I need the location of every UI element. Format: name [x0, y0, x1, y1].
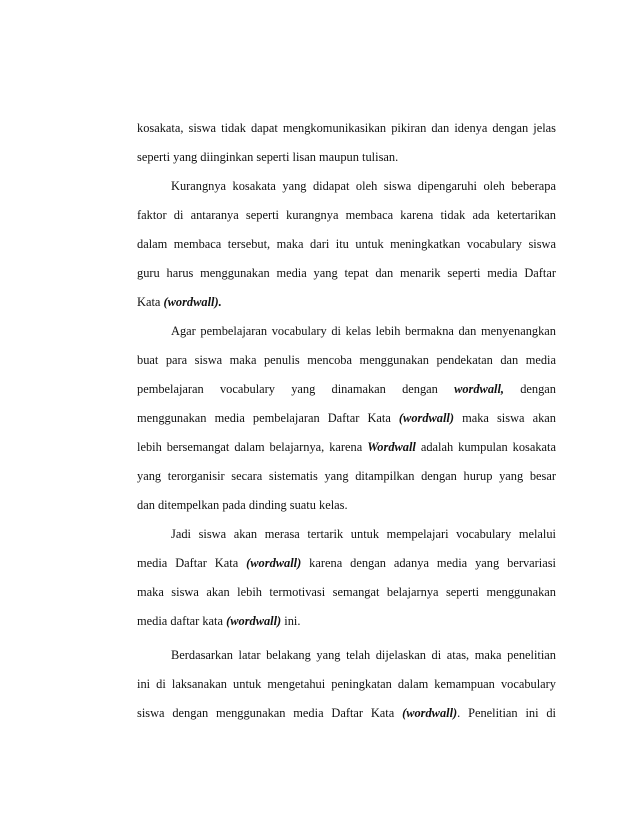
- text-run: buat para siswa maka penulis mencoba menggunakan pendekatan dan media: [137, 353, 556, 367]
- text-line: [137, 236, 556, 252]
- text-run: maka siswa akan lebih termotivasi semangat belajarnya seperti menggunakan: [137, 585, 556, 599]
- text-run: faktor di antaranya seperti kurangnya membaca karena tidak ada ketertarikan: [137, 208, 556, 222]
- text-run: guru harus menggunakan media yang tepat dan menarik seperti media Daftar: [137, 266, 556, 280]
- text-line: [137, 613, 556, 629]
- text-run: ini di laksanakan untuk mengetahui peningkatan dalam kemampuan vocabulary: [137, 677, 556, 691]
- text-run: media daftar kata: [137, 614, 227, 628]
- text-run: dalam membaca tersebut, maka dari itu untuk meningkatkan vocabulary siswa: [137, 237, 556, 251]
- text-run: adalah kumpulan kosakata: [415, 440, 556, 454]
- text-run: lebih bersemangat dalam belajarnya, karena: [137, 440, 368, 454]
- text-run: dan ditempelkan pada dinding suatu kelas.: [137, 498, 348, 512]
- emphasized-term: (wordwall): [398, 411, 454, 425]
- text-run: Agar pembelajaran vocabulary di kelas lebih bermakna dan menyenangkan: [171, 324, 556, 338]
- text-line: [137, 323, 556, 339]
- text-run: media Daftar Kata: [137, 556, 247, 570]
- emphasized-term: (wordwall): [402, 706, 458, 720]
- text-line: [137, 647, 556, 663]
- text-run: pembelajaran vocabulary yang dinamakan dengan: [137, 382, 455, 396]
- text-line: [137, 468, 556, 484]
- emphasized-term: (wordwall).: [163, 295, 222, 309]
- text-line: [137, 352, 556, 368]
- text-line: [137, 705, 556, 721]
- text-line: [137, 439, 556, 455]
- text-run: dengan: [504, 382, 556, 396]
- text-run: yang terorganisir secara sistematis yang ditampilkan dengan hurup yang besar: [137, 469, 556, 483]
- text-run: karena dengan adanya media yang bervariasi: [301, 556, 556, 570]
- emphasized-term: wordwall,: [454, 382, 504, 396]
- text-line: [137, 497, 556, 513]
- text-run: menggunakan media pembelajaran Daftar Kata: [137, 411, 399, 425]
- text-line: [137, 381, 556, 397]
- emphasized-term: (wordwall): [246, 556, 302, 570]
- text-run: maka siswa akan: [454, 411, 556, 425]
- text-run: . Penelitian ini di: [457, 706, 556, 720]
- text-run: Berdasarkan latar belakang yang telah dijelaskan di atas, maka penelitian: [171, 648, 556, 662]
- text-line: [137, 120, 556, 136]
- text-run: ini.: [281, 614, 301, 628]
- text-line: [137, 207, 556, 223]
- text-line: [137, 265, 556, 281]
- text-run: Jadi siswa akan merasa tertarik untuk mempelajari vocabulary melalui: [171, 527, 556, 541]
- text-line: [137, 584, 556, 600]
- text-line: [137, 410, 556, 426]
- text-run: Kata: [137, 295, 164, 309]
- emphasized-term: Wordwall: [367, 440, 416, 454]
- text-line: [137, 178, 556, 194]
- text-line: [137, 526, 556, 542]
- text-line: [137, 294, 556, 310]
- text-line: [137, 555, 556, 571]
- text-run: seperti yang diinginkan seperti lisan maupun tulisan.: [137, 150, 399, 164]
- emphasized-term: (wordwall): [226, 614, 282, 628]
- text-run: kosakata, siswa tidak dapat mengkomunikasikan pikiran dan idenya dengan jelas: [137, 121, 556, 135]
- text-line: [137, 149, 556, 165]
- text-run: siswa dengan menggunakan media Daftar Kata: [137, 706, 403, 720]
- text-run: Kurangnya kosakata yang didapat oleh siswa dipengaruhi oleh beberapa: [171, 179, 556, 193]
- text-line: [137, 676, 556, 692]
